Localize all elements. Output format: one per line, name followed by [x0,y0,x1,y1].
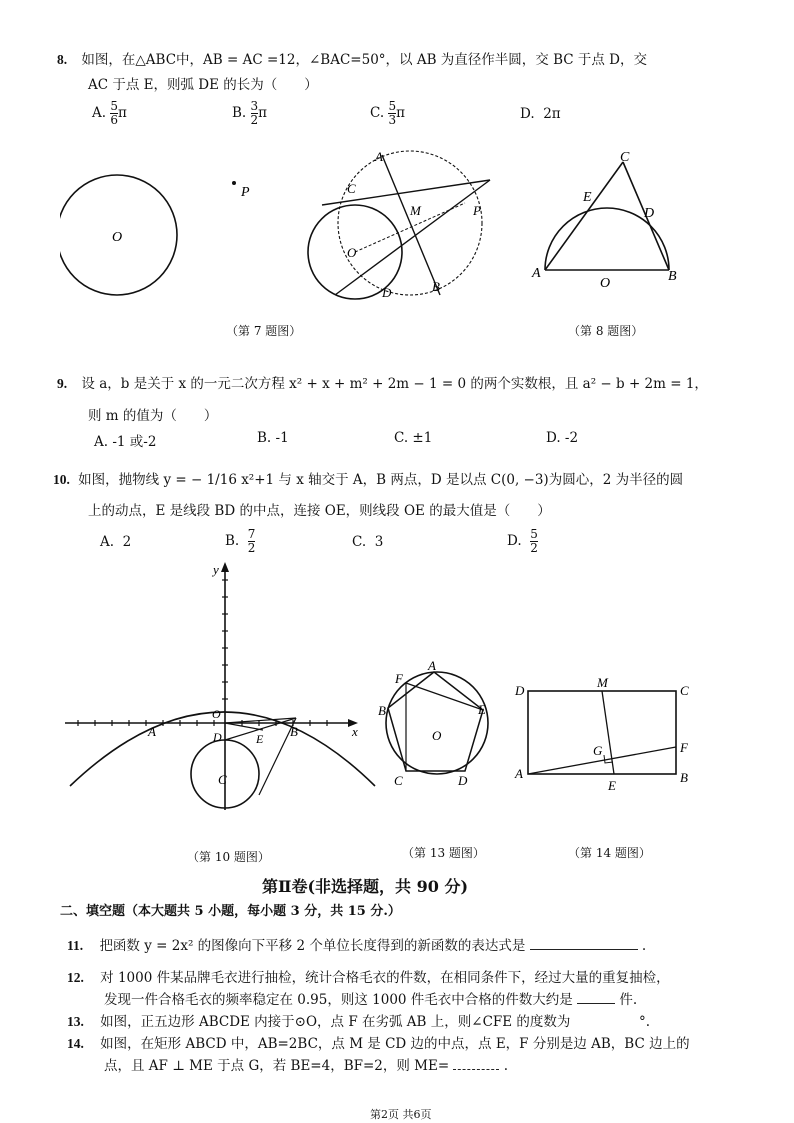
section-fill-blank: 二、填空题（本大题共 5 小题，每小题 3 分，共 15 分.） [60,904,401,919]
fig7-caption: （第 7 题图） [226,324,302,338]
q10-options: A. 2 B. $\frac{7}{2}$ C. 3 D. $\frac{5}{2}$ [100,527,538,555]
fig7-label-p1: P [241,185,250,200]
fig7-label-o1: O [112,230,123,245]
svg-text:A: A [532,266,541,281]
fig10-caption: （第 10 题图） [187,850,270,864]
svg-text:A: A [428,658,436,673]
q12-line1: 12. 对 1000 件某品牌毛衣进行抽检，统计合格毛衣的件数，在相同条件下，经过大量的重复抽检， [67,970,670,986]
svg-text:D: D [382,285,392,300]
fig7-point-p [232,181,236,185]
svg-text:D: D [644,206,655,221]
svg-text:B: B [432,279,440,294]
q10-line1: 10. 如图，抛物线 y = − 1/16 x²+1 与 x 轴交于 A，B 两点，D 是以点 C(0, −3)为圆心，2 为半径的圆 [53,472,684,488]
svg-text:B: B [668,269,677,284]
svg-text:P: P [473,203,481,218]
svg-text:C: C [347,181,356,196]
fig10-ticks [78,580,327,726]
svg-text:C: C [680,683,689,698]
q13-answer-blank[interactable] [575,1025,635,1026]
svg-text:B: B [290,724,298,739]
q8-option-b: B. $\frac{3}{2}$ π [232,99,268,127]
figures-7-8 [60,145,700,345]
q14-line1: 14. 如图，在矩形 ABCD 中，AB=2BC，点 M 是 CD 边的中点，点 E，F 分别是边 AB，BC 边上的 [67,1036,690,1052]
q8-line1 [57,48,647,68]
svg-text:O: O [347,245,357,260]
svg-text:B: B [680,770,688,785]
fig14-caption: （第 14 题图） [568,846,651,860]
q9-options: A. -1 或-2 B. -1 C. ±1 D. -2 [94,430,579,450]
q8-number: 8. [57,52,68,67]
q12-line2: 发现一件合格毛衣的频率稳定在 0.95，则这 1000 件毛衣中合格的件数大约是 件. [104,992,638,1008]
svg-text:D: D [458,773,468,788]
svg-text:E: E [478,702,486,717]
q8-line2: AC 于点 E，则弧 DE 的长为（ ） [88,77,318,93]
q14-answer-blank[interactable] [453,1069,499,1070]
q11-answer-blank[interactable] [530,949,638,950]
q8-option-a: A. $\frac{5}{6}$ π [92,99,127,127]
q9-line2: 则 m 的值为（ ） [88,408,218,424]
svg-text:F: F [395,671,403,686]
svg-text:O: O [600,276,611,291]
q8-text-1: 如图，在△ABC中，AB = AC =12，∠BAC=50°，以 AB 为直径作半圆，交 BC 于点 D，交 [81,52,647,68]
svg-text:C: C [218,772,227,787]
svg-text:O: O [432,728,442,743]
svg-text:F: F [680,740,688,755]
svg-text:A: A [515,766,523,781]
svg-text:M: M [597,675,608,690]
q14-line2: 点，且 AF ⊥ ME 于点 G，若 BE=4，BF=2，则 ME= . [104,1058,509,1074]
q12-answer-blank[interactable] [577,1003,615,1004]
fig14-rectangle [528,691,676,774]
q8-option-c: C. $\frac{5}{3}$ π [370,99,405,127]
q9-line1: 9. 设 a，b 是关于 x 的一元二次方程 x² + x + m² + 2m − 1 = 0 的两个实数根，且 a² − b + 2m = 1， [57,376,708,392]
part2-title: 第Ⅱ卷(非选择题，共 90 分) [262,877,469,896]
svg-text:E: E [608,778,616,793]
svg-text:D: D [213,730,222,744]
svg-text:G: G [593,743,603,758]
svg-text:E: E [256,732,264,746]
figures-10-13-14 [60,560,710,840]
page-footer: 第2页 共6页 [370,1108,432,1121]
svg-text:A: A [375,149,383,164]
q13-line: 13. 如图，正五边形 ABCDE 内接于⊙O，点 F 在劣弧 AB 上，则∠CFE 的度数为 °. [67,1014,651,1030]
svg-text:M: M [410,203,421,218]
svg-text:B: B [378,703,386,718]
svg-text:C: C [394,773,403,788]
svg-text:O: O [212,707,221,721]
svg-text:A: A [148,724,156,739]
svg-text:E: E [583,190,592,205]
svg-text:y: y [213,562,219,577]
fig13-pentagon [388,672,483,771]
svg-text:D: D [515,683,525,698]
fig8-caption: （第 8 题图） [568,324,644,338]
q10-line2: 上的动点，E 是线段 BD 的中点，连接 OE，则线段 OE 的最大值是（ ） [88,503,551,519]
q11-line: 11. 把函数 y = 2x² 的图像向下平移 2 个单位长度得到的新函数的表达式是 . [67,938,647,954]
svg-text:C: C [620,150,630,165]
fig13-caption: （第 13 题图） [402,846,485,860]
fig13-circle [386,672,488,774]
svg-text:x: x [352,724,358,739]
q8-option-d: D. 2π [520,106,561,122]
